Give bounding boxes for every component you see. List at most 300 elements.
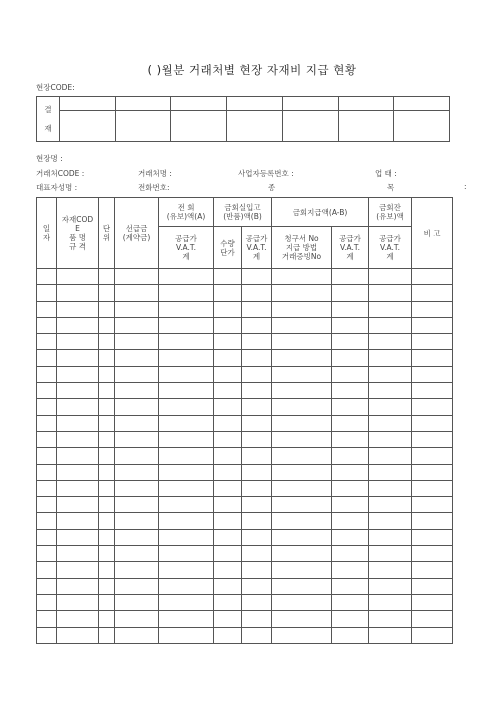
table-cell[interactable] (99, 399, 115, 415)
table-cell[interactable] (159, 611, 214, 627)
table-cell[interactable] (37, 464, 57, 480)
table-cell[interactable] (37, 399, 57, 415)
table-cell[interactable] (99, 448, 115, 464)
table-cell[interactable] (242, 334, 272, 350)
site-code-label: 현장CODE: (36, 83, 75, 92)
table-cell[interactable] (369, 383, 412, 399)
table-cell[interactable] (57, 334, 99, 350)
table-cell[interactable] (214, 464, 242, 480)
table-cell[interactable] (412, 269, 453, 285)
table-cell[interactable] (37, 431, 57, 447)
table-cell[interactable] (214, 285, 242, 301)
table-cell[interactable] (99, 513, 115, 529)
table-cell[interactable] (99, 497, 115, 513)
table-cell[interactable] (99, 562, 115, 578)
table-cell[interactable] (37, 594, 57, 610)
table-cell[interactable] (412, 497, 453, 513)
table-cell[interactable] (332, 513, 369, 529)
approval-sign-cell[interactable] (394, 111, 450, 142)
table-cell[interactable] (332, 431, 369, 447)
table-cell[interactable] (369, 285, 412, 301)
table-cell[interactable] (159, 285, 214, 301)
table-cell[interactable] (412, 611, 453, 627)
table-cell[interactable] (242, 529, 272, 545)
table-cell[interactable] (272, 383, 332, 399)
table-cell[interactable] (214, 611, 242, 627)
table-cell[interactable] (242, 301, 272, 317)
table-cell[interactable] (115, 399, 159, 415)
approval-box (36, 96, 450, 142)
approval-cell[interactable] (394, 97, 450, 111)
table-cell[interactable] (332, 350, 369, 366)
table-cell[interactable] (99, 415, 115, 431)
table-cell[interactable] (412, 285, 453, 301)
table-cell[interactable] (99, 285, 115, 301)
table-cell[interactable] (272, 480, 332, 496)
table-cell[interactable] (99, 317, 115, 333)
table-cell[interactable] (369, 546, 412, 562)
table-cell[interactable] (272, 285, 332, 301)
approval-sign-cell[interactable] (338, 111, 394, 142)
table-cell[interactable] (332, 415, 369, 431)
table-cell[interactable] (242, 269, 272, 285)
table-cell[interactable] (412, 301, 453, 317)
table-cell[interactable] (332, 480, 369, 496)
table-cell[interactable] (99, 578, 115, 594)
table-cell[interactable] (242, 366, 272, 382)
table-cell[interactable] (115, 513, 159, 529)
table-cell[interactable] (272, 448, 332, 464)
table-cell[interactable] (99, 431, 115, 447)
table-cell[interactable] (412, 529, 453, 545)
table-cell[interactable] (115, 301, 159, 317)
table-cell[interactable] (115, 431, 159, 447)
table-cell[interactable] (57, 350, 99, 366)
table-cell[interactable] (332, 448, 369, 464)
table-cell[interactable] (332, 285, 369, 301)
table-cell[interactable] (242, 594, 272, 610)
table-cell[interactable] (412, 513, 453, 529)
table-cell[interactable] (37, 334, 57, 350)
table-cell[interactable] (369, 334, 412, 350)
table-cell[interactable] (115, 627, 159, 643)
table-cell[interactable] (57, 562, 99, 578)
table-cell[interactable] (99, 269, 115, 285)
approval-sign-cell[interactable] (60, 111, 116, 142)
table-cell[interactable] (214, 513, 242, 529)
table-cell[interactable] (115, 383, 159, 399)
table-cell[interactable] (412, 334, 453, 350)
table-cell[interactable] (369, 350, 412, 366)
table-cell[interactable] (57, 285, 99, 301)
table-cell[interactable] (332, 383, 369, 399)
table-cell[interactable] (214, 546, 242, 562)
header-payment (272, 198, 369, 227)
header-prev-balance (159, 198, 214, 227)
table-cell[interactable] (159, 350, 214, 366)
table-cell[interactable] (412, 383, 453, 399)
table-cell[interactable] (37, 366, 57, 382)
table-cell[interactable] (159, 334, 214, 350)
table-row (37, 269, 453, 285)
header-sub-qty-text: 수량 단가 (220, 238, 235, 257)
table-cell[interactable] (332, 497, 369, 513)
header-note-text: 비 고 (423, 228, 441, 238)
table-row (37, 611, 453, 627)
table-cell[interactable] (159, 366, 214, 382)
site-name-label: 현장명 : (36, 154, 63, 163)
table-cell[interactable] (37, 627, 57, 643)
table-cell[interactable] (57, 366, 99, 382)
table-cell[interactable] (369, 594, 412, 610)
table-row (37, 383, 453, 399)
table-row (37, 513, 453, 529)
table-cell[interactable] (242, 497, 272, 513)
table-cell[interactable] (99, 529, 115, 545)
header-material-text: 자재COD E 품 명 규 격 (61, 215, 94, 251)
table-cell[interactable] (159, 627, 214, 643)
table-cell[interactable] (159, 497, 214, 513)
vendor-code-label: 거래처CODE : (36, 169, 85, 178)
table-cell[interactable] (242, 431, 272, 447)
table-cell[interactable] (242, 399, 272, 415)
table-cell[interactable] (242, 464, 272, 480)
table-cell[interactable] (214, 497, 242, 513)
table-cell[interactable] (369, 317, 412, 333)
table-cell[interactable] (242, 480, 272, 496)
table-cell[interactable] (412, 448, 453, 464)
table-cell[interactable] (412, 431, 453, 447)
table-cell[interactable] (214, 578, 242, 594)
table-cell[interactable] (369, 529, 412, 545)
table-cell[interactable] (159, 431, 214, 447)
table-cell[interactable] (369, 562, 412, 578)
table-cell[interactable] (99, 350, 115, 366)
table-cell[interactable] (332, 627, 369, 643)
header-balance-text: 금회잔 (유보)액 (376, 203, 404, 221)
table-cell[interactable] (115, 285, 159, 301)
table-cell[interactable] (369, 513, 412, 529)
table-cell[interactable] (37, 529, 57, 545)
table-cell[interactable] (159, 513, 214, 529)
table-cell[interactable] (272, 546, 332, 562)
approval-cell[interactable] (282, 97, 338, 111)
table-cell[interactable] (242, 627, 272, 643)
table-cell[interactable] (37, 497, 57, 513)
table-cell[interactable] (369, 301, 412, 317)
table-cell[interactable] (412, 415, 453, 431)
table-cell[interactable] (272, 611, 332, 627)
table-cell[interactable] (115, 594, 159, 610)
table-cell[interactable] (57, 480, 99, 496)
table-cell[interactable] (272, 464, 332, 480)
table-cell[interactable] (332, 562, 369, 578)
table-cell[interactable] (272, 578, 332, 594)
table-cell[interactable] (214, 448, 242, 464)
table-cell[interactable] (332, 301, 369, 317)
approval-label-bottom: 재 (44, 124, 52, 133)
table-cell[interactable] (332, 611, 369, 627)
table-cell[interactable] (99, 301, 115, 317)
table-cell[interactable] (99, 480, 115, 496)
table-row (37, 546, 453, 562)
table-cell[interactable] (272, 513, 332, 529)
table-cell[interactable] (99, 464, 115, 480)
table-cell[interactable] (159, 415, 214, 431)
table-cell[interactable] (242, 317, 272, 333)
table-cell[interactable] (159, 562, 214, 578)
table-cell[interactable] (369, 399, 412, 415)
table-cell[interactable] (332, 464, 369, 480)
table-cell[interactable] (57, 317, 99, 333)
table-cell[interactable] (412, 546, 453, 562)
table-cell[interactable] (99, 594, 115, 610)
table-cell[interactable] (57, 448, 99, 464)
header-date (37, 198, 57, 269)
table-cell[interactable] (369, 480, 412, 496)
table-cell[interactable] (214, 383, 242, 399)
table-cell[interactable] (159, 464, 214, 480)
table-row (37, 529, 453, 545)
table-cell[interactable] (272, 334, 332, 350)
category-colon: : (464, 182, 467, 191)
table-cell[interactable] (242, 350, 272, 366)
table-cell[interactable] (159, 546, 214, 562)
table-cell[interactable] (115, 480, 159, 496)
table-cell[interactable] (57, 464, 99, 480)
table-cell[interactable] (57, 399, 99, 415)
table-cell[interactable] (242, 546, 272, 562)
table-cell[interactable] (57, 611, 99, 627)
table-cell[interactable] (214, 269, 242, 285)
approval-cell[interactable] (338, 97, 394, 111)
header-sub-supply-text: 공급가 V.A.T. 계 (175, 234, 197, 261)
table-cell[interactable] (57, 627, 99, 643)
table-cell[interactable] (369, 627, 412, 643)
table-cell[interactable] (214, 317, 242, 333)
table-cell[interactable] (332, 578, 369, 594)
table-cell[interactable] (57, 415, 99, 431)
table-cell[interactable] (57, 529, 99, 545)
table-cell[interactable] (37, 301, 57, 317)
header-material (57, 198, 99, 269)
table-cell[interactable] (272, 366, 332, 382)
table-cell[interactable] (272, 431, 332, 447)
table-cell[interactable] (369, 269, 412, 285)
table-cell[interactable] (214, 334, 242, 350)
table-cell[interactable] (37, 350, 57, 366)
table-row (37, 317, 453, 333)
table-cell[interactable] (115, 269, 159, 285)
table-cell[interactable] (115, 562, 159, 578)
table-cell[interactable] (99, 611, 115, 627)
header-sub-supply-text: 공급가 V.A.T. 계 (245, 234, 268, 261)
table-cell[interactable] (214, 399, 242, 415)
table-cell[interactable] (412, 480, 453, 496)
table-cell[interactable] (159, 301, 214, 317)
table-cell[interactable] (214, 366, 242, 382)
table-cell[interactable] (159, 448, 214, 464)
table-cell[interactable] (115, 415, 159, 431)
table-cell[interactable] (272, 497, 332, 513)
approval-cell[interactable] (60, 97, 116, 111)
table-row (37, 578, 453, 594)
table-cell[interactable] (242, 562, 272, 578)
table-cell[interactable] (37, 513, 57, 529)
approval-cell[interactable] (227, 97, 283, 111)
table-cell[interactable] (99, 334, 115, 350)
table-row (37, 334, 453, 350)
table-cell[interactable] (412, 464, 453, 480)
table-cell[interactable] (57, 546, 99, 562)
table-cell[interactable] (159, 480, 214, 496)
table-cell[interactable] (332, 594, 369, 610)
table-cell[interactable] (159, 399, 214, 415)
table-cell[interactable] (369, 366, 412, 382)
header-advance-text: 선급금 (계약금) (122, 224, 151, 242)
table-cell[interactable] (115, 317, 159, 333)
approval-sign-cell[interactable] (115, 111, 171, 142)
table-cell[interactable] (272, 301, 332, 317)
table-cell[interactable] (272, 317, 332, 333)
table-cell[interactable] (37, 269, 57, 285)
table-cell[interactable] (369, 431, 412, 447)
table-cell[interactable] (412, 578, 453, 594)
table-cell[interactable] (214, 529, 242, 545)
approval-sign-cell[interactable] (282, 111, 338, 142)
table-cell[interactable] (272, 529, 332, 545)
payment-table (36, 197, 453, 644)
table-cell[interactable] (57, 578, 99, 594)
table-cell[interactable] (214, 480, 242, 496)
table-cell[interactable] (37, 285, 57, 301)
table-cell[interactable] (115, 578, 159, 594)
table-cell[interactable] (37, 611, 57, 627)
table-cell[interactable] (242, 383, 272, 399)
table-cell[interactable] (242, 285, 272, 301)
table-cell[interactable] (332, 317, 369, 333)
table-cell[interactable] (272, 562, 332, 578)
table-cell[interactable] (37, 546, 57, 562)
table-cell[interactable] (214, 594, 242, 610)
header-sub-claim (272, 227, 332, 269)
table-cell[interactable] (159, 578, 214, 594)
table-cell[interactable] (57, 497, 99, 513)
table-row (37, 415, 453, 431)
table-cell[interactable] (369, 578, 412, 594)
table-cell[interactable] (242, 513, 272, 529)
table-cell[interactable] (214, 627, 242, 643)
table-cell[interactable] (272, 627, 332, 643)
biz-type-label: 업 태 : (375, 169, 397, 178)
approval-cell[interactable] (115, 97, 171, 111)
table-cell[interactable] (412, 317, 453, 333)
table-cell[interactable] (272, 269, 332, 285)
table-cell[interactable] (115, 497, 159, 513)
table-cell[interactable] (37, 562, 57, 578)
table-cell[interactable] (369, 448, 412, 464)
table-cell[interactable] (115, 546, 159, 562)
table-cell[interactable] (214, 301, 242, 317)
table-cell[interactable] (332, 269, 369, 285)
table-cell[interactable] (37, 448, 57, 464)
table-cell[interactable] (332, 334, 369, 350)
table-cell[interactable] (332, 399, 369, 415)
table-cell[interactable] (272, 594, 332, 610)
table-cell[interactable] (412, 562, 453, 578)
table-cell[interactable] (332, 546, 369, 562)
table-cell[interactable] (37, 415, 57, 431)
table-cell[interactable] (412, 366, 453, 382)
approval-sign-cell[interactable] (227, 111, 283, 142)
table-cell[interactable] (242, 611, 272, 627)
biz-reg-no-label: 사업자등록번호 : (238, 169, 294, 178)
table-cell[interactable] (57, 301, 99, 317)
table-cell[interactable] (115, 611, 159, 627)
table-cell[interactable] (99, 366, 115, 382)
table-cell[interactable] (412, 594, 453, 610)
table-cell[interactable] (214, 350, 242, 366)
table-cell[interactable] (115, 464, 159, 480)
table-cell[interactable] (412, 399, 453, 415)
table-cell[interactable] (37, 317, 57, 333)
approval-cell[interactable] (171, 97, 227, 111)
table-cell[interactable] (99, 627, 115, 643)
table-cell[interactable] (115, 448, 159, 464)
table-cell[interactable] (37, 383, 57, 399)
table-cell[interactable] (115, 529, 159, 545)
table-cell[interactable] (37, 578, 57, 594)
table-cell[interactable] (369, 415, 412, 431)
table-cell[interactable] (214, 431, 242, 447)
table-cell[interactable] (272, 350, 332, 366)
table-cell[interactable] (412, 350, 453, 366)
table-cell[interactable] (99, 383, 115, 399)
table-cell[interactable] (159, 594, 214, 610)
table-cell[interactable] (159, 383, 214, 399)
table-cell[interactable] (272, 415, 332, 431)
header-balance (369, 198, 412, 227)
table-cell[interactable] (37, 480, 57, 496)
table-cell[interactable] (159, 529, 214, 545)
table-cell[interactable] (57, 513, 99, 529)
vendor-name-label: 거래처명 : (138, 169, 172, 178)
table-cell[interactable] (57, 431, 99, 447)
approval-sign-cell[interactable] (171, 111, 227, 142)
table-cell[interactable] (57, 269, 99, 285)
table-cell[interactable] (115, 334, 159, 350)
table-cell[interactable] (115, 350, 159, 366)
table-cell[interactable] (57, 594, 99, 610)
table-cell[interactable] (242, 415, 272, 431)
table-cell[interactable] (369, 611, 412, 627)
table-cell[interactable] (159, 317, 214, 333)
table-cell[interactable] (57, 383, 99, 399)
table-cell[interactable] (412, 627, 453, 643)
table-cell[interactable] (214, 415, 242, 431)
table-cell[interactable] (242, 448, 272, 464)
table-cell[interactable] (115, 366, 159, 382)
table-cell[interactable] (159, 269, 214, 285)
table-cell[interactable] (242, 578, 272, 594)
table-cell[interactable] (214, 562, 242, 578)
table-cell[interactable] (332, 366, 369, 382)
table-cell[interactable] (369, 464, 412, 480)
table-cell[interactable] (272, 399, 332, 415)
table-cell[interactable] (369, 497, 412, 513)
table-cell[interactable] (332, 529, 369, 545)
table-cell[interactable] (99, 546, 115, 562)
